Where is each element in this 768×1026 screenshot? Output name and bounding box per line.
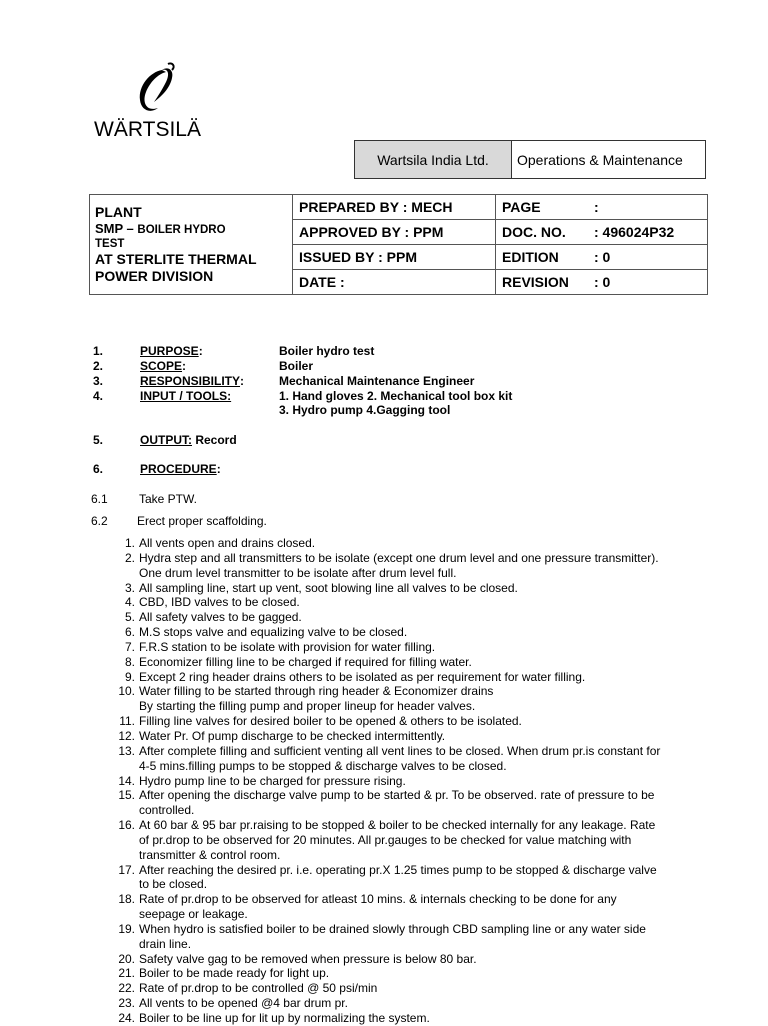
plant-label: PLANT xyxy=(95,204,142,220)
step-text: seepage or leakage. xyxy=(139,907,248,922)
step-number: 15. xyxy=(118,788,135,803)
section-colon: : xyxy=(240,374,245,388)
step-number: 20. xyxy=(118,951,135,966)
step-text: Hydra step and all transmitters to be isolate (except one drum level and one pressure transmitter). xyxy=(139,550,659,565)
logo-wordmark: WÄRTSILÄ xyxy=(94,118,201,141)
step-text: Rate of pr.drop to be observed for atleast 10 mins. & internals checking to be done for any xyxy=(139,892,617,907)
step-number: 1. xyxy=(124,536,135,550)
procedure-step xyxy=(118,684,709,714)
doc-no-key: DOC. NO. xyxy=(502,224,566,240)
step-text: to be closed. xyxy=(139,877,208,892)
step-number: 4. xyxy=(124,595,135,610)
section-label: INPUT / TOOLS: xyxy=(140,389,232,403)
procedure-step xyxy=(124,610,709,625)
section-value: Mechanical Maintenance Engineer xyxy=(279,374,475,388)
page-cell xyxy=(496,195,708,220)
procedure-step xyxy=(124,654,709,670)
step-text: After reaching the desired pr. i.e. operating pr.X 1.25 times pump to be stopped & discharge valve xyxy=(139,862,657,877)
procedure-step xyxy=(118,818,709,863)
step-text: CBD, IBD valves to be closed. xyxy=(139,595,300,610)
step-text: Economizer filling line to be charged if required for filling water. xyxy=(139,654,472,669)
section-colon: : xyxy=(216,462,221,476)
procedure-step xyxy=(118,981,709,996)
procedure-step xyxy=(118,966,709,981)
section-colon: : xyxy=(198,344,203,358)
step-number: 11. xyxy=(119,714,135,729)
procedure-step xyxy=(118,951,709,967)
page-value: : xyxy=(594,199,599,215)
doc-no-value: : 496024P32 xyxy=(594,224,675,240)
substep-number: 6.2 xyxy=(91,514,108,528)
procedure-step xyxy=(124,550,709,581)
plant-location-1: AT STERLITE THERMAL xyxy=(95,251,257,268)
substep-text: Erect proper scaffolding. xyxy=(137,514,267,528)
procedure-step xyxy=(118,921,709,952)
step-number: 22. xyxy=(118,981,135,996)
plant-location-2: POWER DIVISION xyxy=(95,268,214,285)
page-key: PAGE xyxy=(502,199,541,215)
wartsila-swirl-icon xyxy=(132,62,178,118)
step-number: 14. xyxy=(118,773,135,788)
department-name: Operations & Maintenance xyxy=(517,151,683,168)
section-number: 4. xyxy=(93,389,104,403)
step-number: 18. xyxy=(118,892,135,907)
plant-cell xyxy=(90,195,293,295)
step-text: Safety valve gag to be removed when pressure is below 80 bar. xyxy=(139,951,477,966)
step-number: 9. xyxy=(124,669,135,684)
step-text: Filling line valves for desired boiler to be opened & others to be isolated. xyxy=(139,714,522,729)
date-cell: DATE : xyxy=(293,270,496,295)
step-number: 21. xyxy=(118,966,135,981)
section-number: 5. xyxy=(93,433,104,447)
step-text: One drum level transmitter to be isolate after drum level full. xyxy=(139,565,457,580)
approved-by: APPROVED BY : PPM xyxy=(293,220,496,245)
procedure-step xyxy=(124,595,709,610)
step-text: Hydro pump line to be charged for pressure rising. xyxy=(139,773,406,788)
step-text: M.S stops valve and equalizing valve to be closed. xyxy=(139,625,408,640)
step-number: 12. xyxy=(118,728,135,743)
procedure-step xyxy=(124,625,709,640)
section-value: 1. Hand gloves 2. Mechanical tool box kit xyxy=(279,389,513,403)
step-text: All vents open and drains closed. xyxy=(139,536,316,550)
step-text: After opening the discharge valve pump to be started & pr. To be observed. rate of pressure to be xyxy=(139,788,655,803)
section-label: OUTPUT: xyxy=(140,433,192,447)
procedure-step xyxy=(118,996,709,1011)
procedure-step xyxy=(118,773,709,789)
company-name: Wartsila India Ltd. xyxy=(355,141,512,178)
company-header-box xyxy=(354,140,706,179)
step-text: All safety valves to be gagged. xyxy=(139,610,302,625)
company-logo xyxy=(94,62,201,142)
section-number: 6. xyxy=(93,462,104,476)
step-text: of pr.drop to be observed for 20 minutes. All pr.gauges to be checked for value matching with xyxy=(139,832,632,847)
procedure-step xyxy=(119,714,709,729)
section-number: 2. xyxy=(93,359,104,373)
procedure-step xyxy=(124,669,709,685)
procedure-step xyxy=(124,639,709,655)
procedure-step xyxy=(118,892,709,922)
step-text: 4-5 mins.filling pumps to be stopped & discharge valves to be closed. xyxy=(139,758,507,773)
doc-no-cell xyxy=(496,220,708,245)
plant-boiler-hydro: BOILER HYDRO xyxy=(137,223,226,236)
step-text: Rate of pr.drop to be controlled @ 50 psi/min xyxy=(139,981,378,996)
section-value: Record xyxy=(192,433,237,447)
step-number: 16. xyxy=(118,818,135,833)
plant-smp: SMP – xyxy=(95,220,138,236)
step-number: 24. xyxy=(118,1011,135,1025)
procedure-step xyxy=(118,743,709,774)
procedure-step xyxy=(124,580,709,596)
step-number: 23. xyxy=(118,996,135,1011)
procedure-step xyxy=(124,536,709,551)
step-text: After complete filling and sufficient venting all vent lines to be closed. When drum pr.is constant for xyxy=(139,743,661,758)
section-label: SCOPE xyxy=(140,359,183,373)
step-text: When hydro is satisfied boiler to be drained slowly through CBD sampling line or any water side xyxy=(139,921,646,936)
step-text: All sampling line, start up vent, soot blowing line all valves to be closed. xyxy=(139,580,518,595)
step-number: 5. xyxy=(124,610,135,625)
step-number: 8. xyxy=(124,654,135,669)
section-value: Boiler hydro test xyxy=(279,344,375,358)
step-text: Water filling to be started through ring header & Economizer drains xyxy=(139,684,494,699)
section-number: 1. xyxy=(93,344,104,358)
step-number: 7. xyxy=(124,639,135,654)
step-text: controlled. xyxy=(139,803,195,818)
procedure-step xyxy=(118,788,709,818)
step-text: Boiler to be line up for lit up by normalizing the system. xyxy=(139,1011,430,1025)
step-text: F.R.S station to be isolate with provision for water filling. xyxy=(139,639,436,654)
substep-number: 6.1 xyxy=(91,492,108,506)
step-number: 6. xyxy=(124,625,135,640)
edition-cell xyxy=(496,245,708,270)
section-value-line2: 3. Hydro pump 4.Gagging tool xyxy=(279,403,451,417)
section-label: RESPONSIBILITY xyxy=(140,374,241,388)
step-text: Boiler to be made ready for light up. xyxy=(139,966,330,981)
step-number: 17. xyxy=(118,862,135,877)
substep-text: Take PTW. xyxy=(139,492,198,506)
revision-key: REVISION xyxy=(502,274,569,290)
step-text: Except 2 ring header drains others to be isolated as per requirement for water filling. xyxy=(139,669,586,684)
step-number: 10. xyxy=(118,684,135,699)
procedure-steps-list xyxy=(118,536,709,1026)
section-label: PROCEDURE xyxy=(140,462,217,476)
revision-cell xyxy=(496,270,708,295)
step-text: All vents to be opened @4 bar drum pr. xyxy=(139,996,348,1011)
procedure-step xyxy=(118,862,709,893)
section-label: PURPOSE xyxy=(140,344,199,358)
step-number: 2. xyxy=(124,550,135,565)
procedure-step xyxy=(118,728,709,744)
step-text: Water Pr. Of pump discharge to be checked intermittently. xyxy=(139,728,446,743)
step-text: transmitter & control room. xyxy=(139,847,281,862)
edition-key: EDITION xyxy=(502,249,559,265)
step-number: 13. xyxy=(118,743,135,758)
revision-value: : 0 xyxy=(594,274,611,290)
edition-value: : 0 xyxy=(594,249,611,265)
step-number: 3. xyxy=(124,580,135,595)
prepared-by: PREPARED BY : MECH xyxy=(293,195,496,220)
step-number: 19. xyxy=(118,921,135,936)
document-info-table xyxy=(89,194,708,295)
section-value: Boiler xyxy=(279,359,314,373)
issued-by: ISSUED BY : PPM xyxy=(293,245,496,270)
section-colon: : xyxy=(182,359,187,373)
plant-test: TEST xyxy=(95,237,125,250)
section-number: 3. xyxy=(93,374,104,388)
step-text: At 60 bar & 95 bar pr.raising to be stopped & boiler to be checked internally for any leakage. Rate xyxy=(139,818,656,833)
step-text: By starting the filling pump and proper lineup for header valves. xyxy=(139,699,476,714)
step-text: drain line. xyxy=(139,936,192,951)
